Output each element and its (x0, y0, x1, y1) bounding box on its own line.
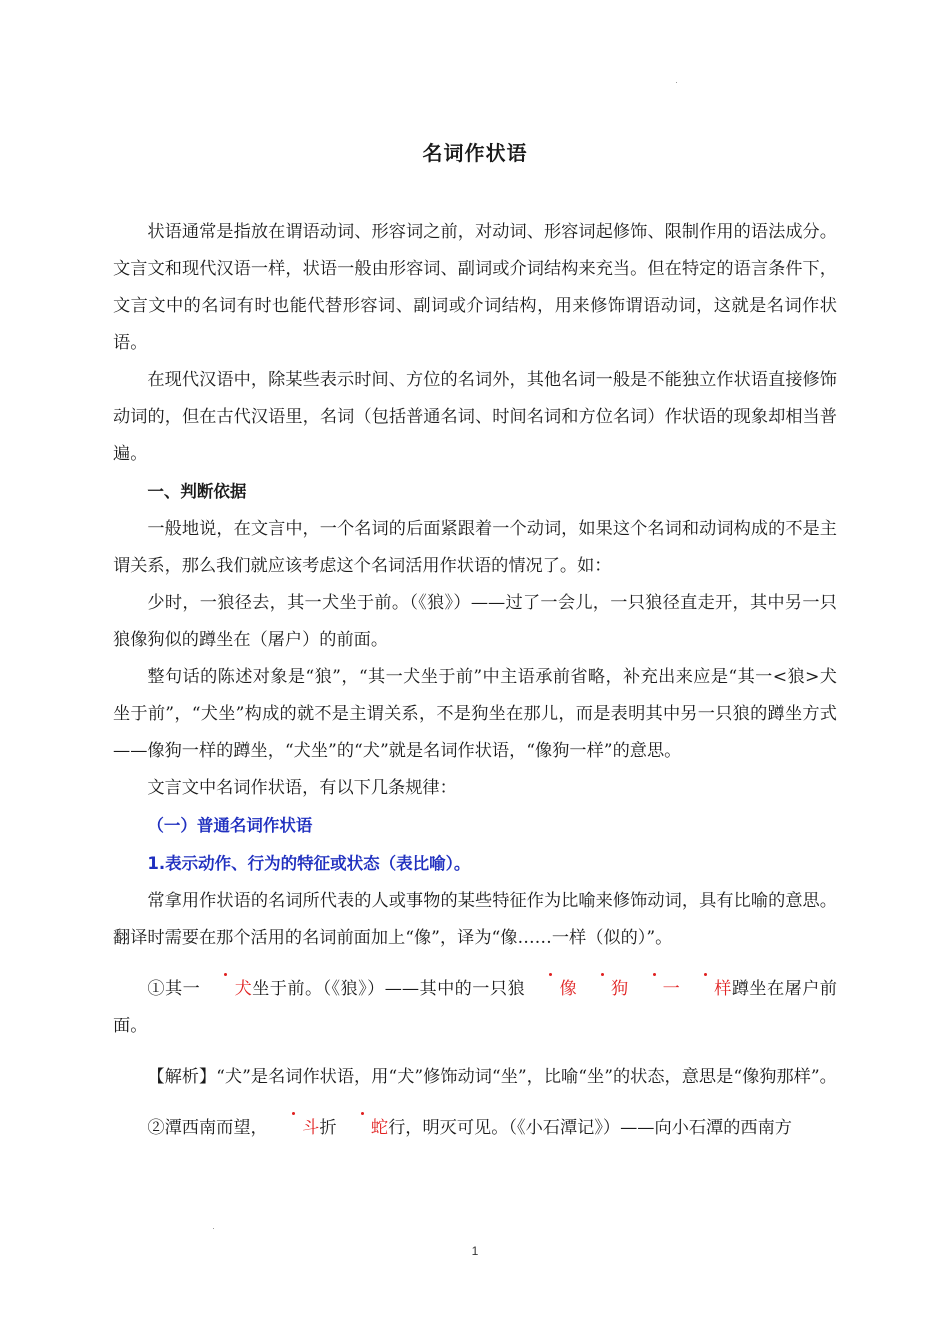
paragraph: 少时，一狼径去，其一犬坐于前。（《狼》）——过了一会儿，一只狼径直走开，其中另一只狼像狗似的蹲坐在（屠户）的前面。 (113, 593, 837, 650)
document-body (113, 214, 837, 1147)
paragraph: 一般地说，在文言中，一个名词的后面紧跟着一个动词，如果这个名词和动词构成的不是主谓关系，那么我们就应该考虑这个名词活用作状语的情况了。如： (113, 519, 837, 576)
scan-dot (676, 82, 677, 83)
subsection-heading-text: （一）普通名词作状语 (147, 816, 313, 835)
emphasized-word: 斗 (268, 1110, 320, 1147)
paragraph: 常拿用作状语的名词所代表的人或事物的某些特征作为比喻来修饰动词，具有比喻的意思。翻译时需要在那个活用的名词前面加上“像”，译为“像……一样（似的）”。 (113, 891, 837, 948)
section-heading (113, 473, 837, 511)
paragraph: 文言文中名词作状语，有以下几条规律： (147, 778, 457, 798)
emphasized-word: 狗 (577, 971, 629, 1008)
emphasized-word: 样 (680, 971, 732, 1008)
paragraph: 在现代汉语中，除某些表示时间、方位的名词外，其他名词一般是不能独立作状语直接修饰动词的，但在古代汉语里，名词（包括普通名词、时间名词和方位名词）作状语的现象却相当普遍。 (113, 370, 837, 464)
page-number: 1 (471, 1244, 479, 1258)
emphasized-word: 蛇 (337, 1110, 389, 1147)
rule-heading-text: 1.表示动作、行为的特征或状态（表比喻）。 (147, 854, 471, 873)
page-title: 名词作状语 (422, 141, 528, 165)
emphasized-word: 犬 (200, 971, 252, 1008)
example-2: ②潭西南而望， 斗折 蛇行，明灭可见。（《小石潭记》）——向小石潭的西南方 (113, 1110, 837, 1147)
paragraph: 整句话的陈述对象是“狼”，“其一犬坐于前”中主语承前省略，补充出来应是“其一<狼>犬坐于前”，“犬坐”构成的就不是主谓关系，不是狗坐在那儿，而是表明其中另一只狼的蹲坐方式——像狗一样的蹲坐，“犬坐”的“犬”就是名词作状语，“像狗一样”的意思。 (113, 667, 837, 761)
example-1: ①其一 犬坐于前。（《狼》）——其中的一只狼 像 狗 一 样蹲坐在屠户前面。 (113, 971, 837, 1045)
scan-dot (213, 1228, 214, 1229)
subsection-heading (113, 807, 837, 845)
emphasized-word: 一 (628, 971, 680, 1008)
rule-heading (113, 845, 837, 883)
analysis-1: 【解析】“犬”是名词作状语，用“犬”修饰动词“坐”，比喻“坐”的状态，意思是“像狗那样”。 (147, 1067, 837, 1087)
paragraph: 状语通常是指放在谓语动词、形容词之前，对动词、形容词起修饰、限制作用的语法成分。文言文和现代汉语一样，状语一般由形容词、副词或介词结构来充当。但在特定的语言条件下，文言文中的名词有时也能代替形容词、副词或介词结构，用来修饰谓语动词，这就是名词作状语。 (113, 222, 837, 353)
section-heading-text: 一、判断依据 (147, 482, 247, 501)
emphasized-word: 像 (525, 971, 577, 1008)
